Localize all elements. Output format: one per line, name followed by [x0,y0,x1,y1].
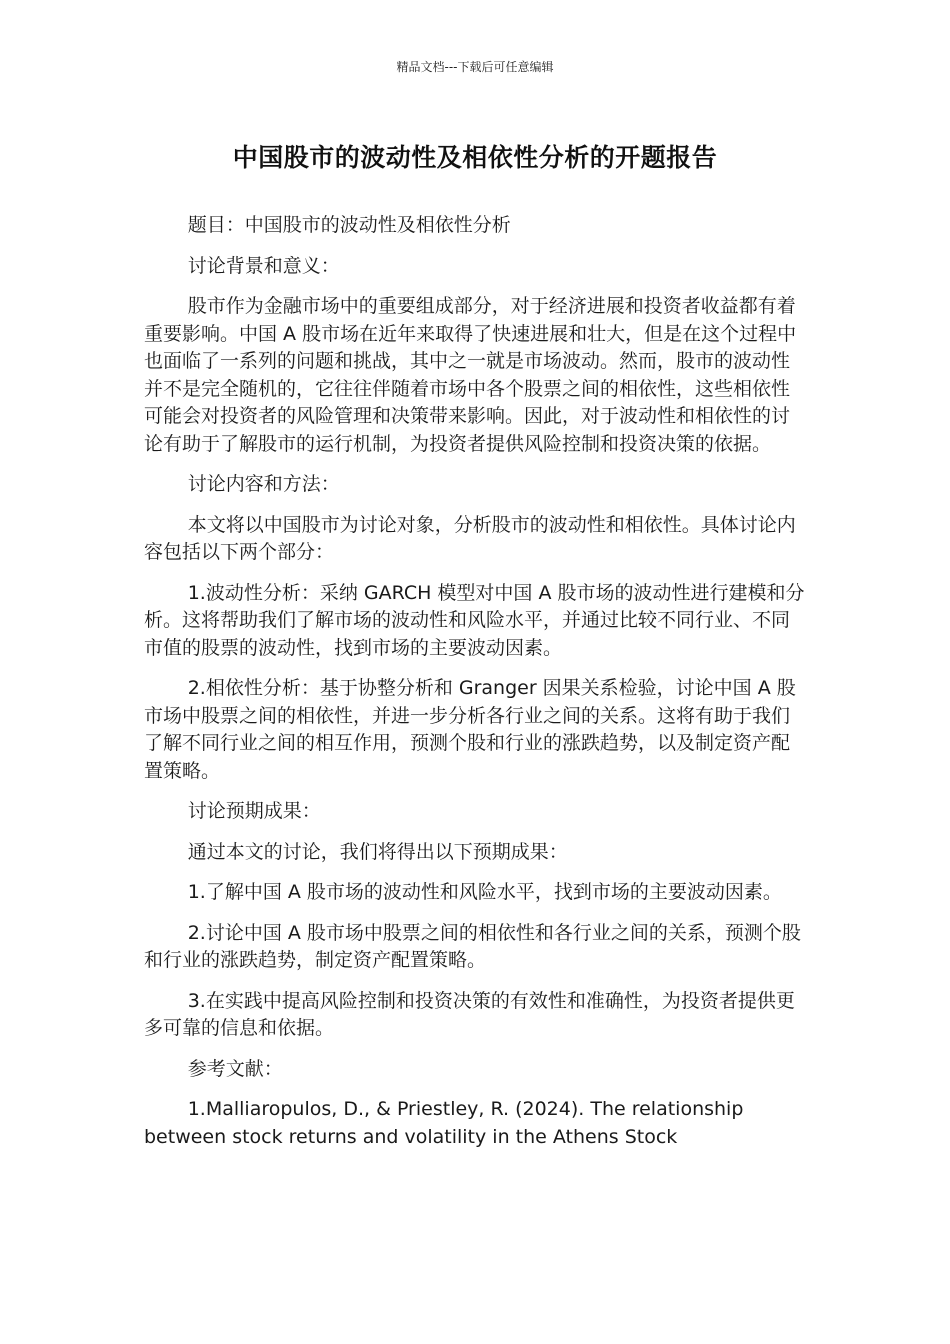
methods-item-volatility: 1.波动性分析：采纳 GARCH 模型对中国 A 股市场的波动性进行建模和分析。这将帮助我们了解市场的波动性和风险水平，并通过比较不同行业、不同市值的股票的波动性，找到市场的主要波动因素。 [144,581,805,659]
outcome-item-3: 3.在实践中提高风险控制和投资决策的有效性和准确性，为投资者提供更多可靠的信息和依据。 [144,989,795,1039]
outcome-item-2: 2.讨论中国 A 股市场中股票之间的相依性和各行业之间的关系，预测个股和行业的涨跌趋势，制定资产配置策略。 [144,921,801,971]
document-body [144,212,806,1164]
methods-intro-paragraph: 本文将以中国股市为讨论对象，分析股市的波动性和相依性。具体讨论内容包括以下两个部分： [144,513,796,563]
section-heading-references: 参考文献： [187,1057,283,1080]
outcome-item-1: 1.了解中国 A 股市场的波动性和风险水平，找到市场的主要波动因素。 [187,881,782,903]
section-heading-methods: 讨论内容和方法： [187,473,340,495]
topic-line: 题目：中国股市的波动性及相依性分析 [187,214,511,236]
reference-item-1: 1.Malliaropulos, D., & Priestley, R. (2024). The relationship between stock returns and volatility in the Athens Stock [144,1098,744,1148]
page-header-note: 精品文档---下载后可任意编辑 [396,60,554,74]
outcomes-intro-paragraph: 通过本文的讨论，我们将得出以下预期成果： [187,840,568,863]
document-title: 中国股市的波动性及相依性分析的开题报告 [232,143,718,172]
background-paragraph: 股市作为金融市场中的重要组成部分，对于经济进展和投资者收益都有着重要影响。中国 A 股市场在近年来取得了快速进展和壮大，但是在这个过程中也面临了一系列的问题和挑战，其中之一就是市场波动。然而，股市的波动性并不是完全随机的，它往往伴随着市场中各个股票之间的相依性，这些相依性可能会对投资者的风险管理和决策带来影响。因此，对于波动性和相依性的讨论有助于了解股市的运行机制，为投资者提供风险控制和投资决策的依据。 [144,295,797,455]
section-heading-background: 讨论背景和意义： [187,254,340,277]
section-heading-outcomes: 讨论预期成果： [187,800,321,822]
methods-item-dependence: 2.相依性分析：基于协整分析和 Granger 因果关系检验，讨论中国 A 股市场中股票之间的相依性，并进一步分析各行业之间的关系。这将有助于我们了解不同行业之间的相互作用，预测个股和行业的涨跌趋势，以及制定资产配置策略。 [144,677,796,782]
